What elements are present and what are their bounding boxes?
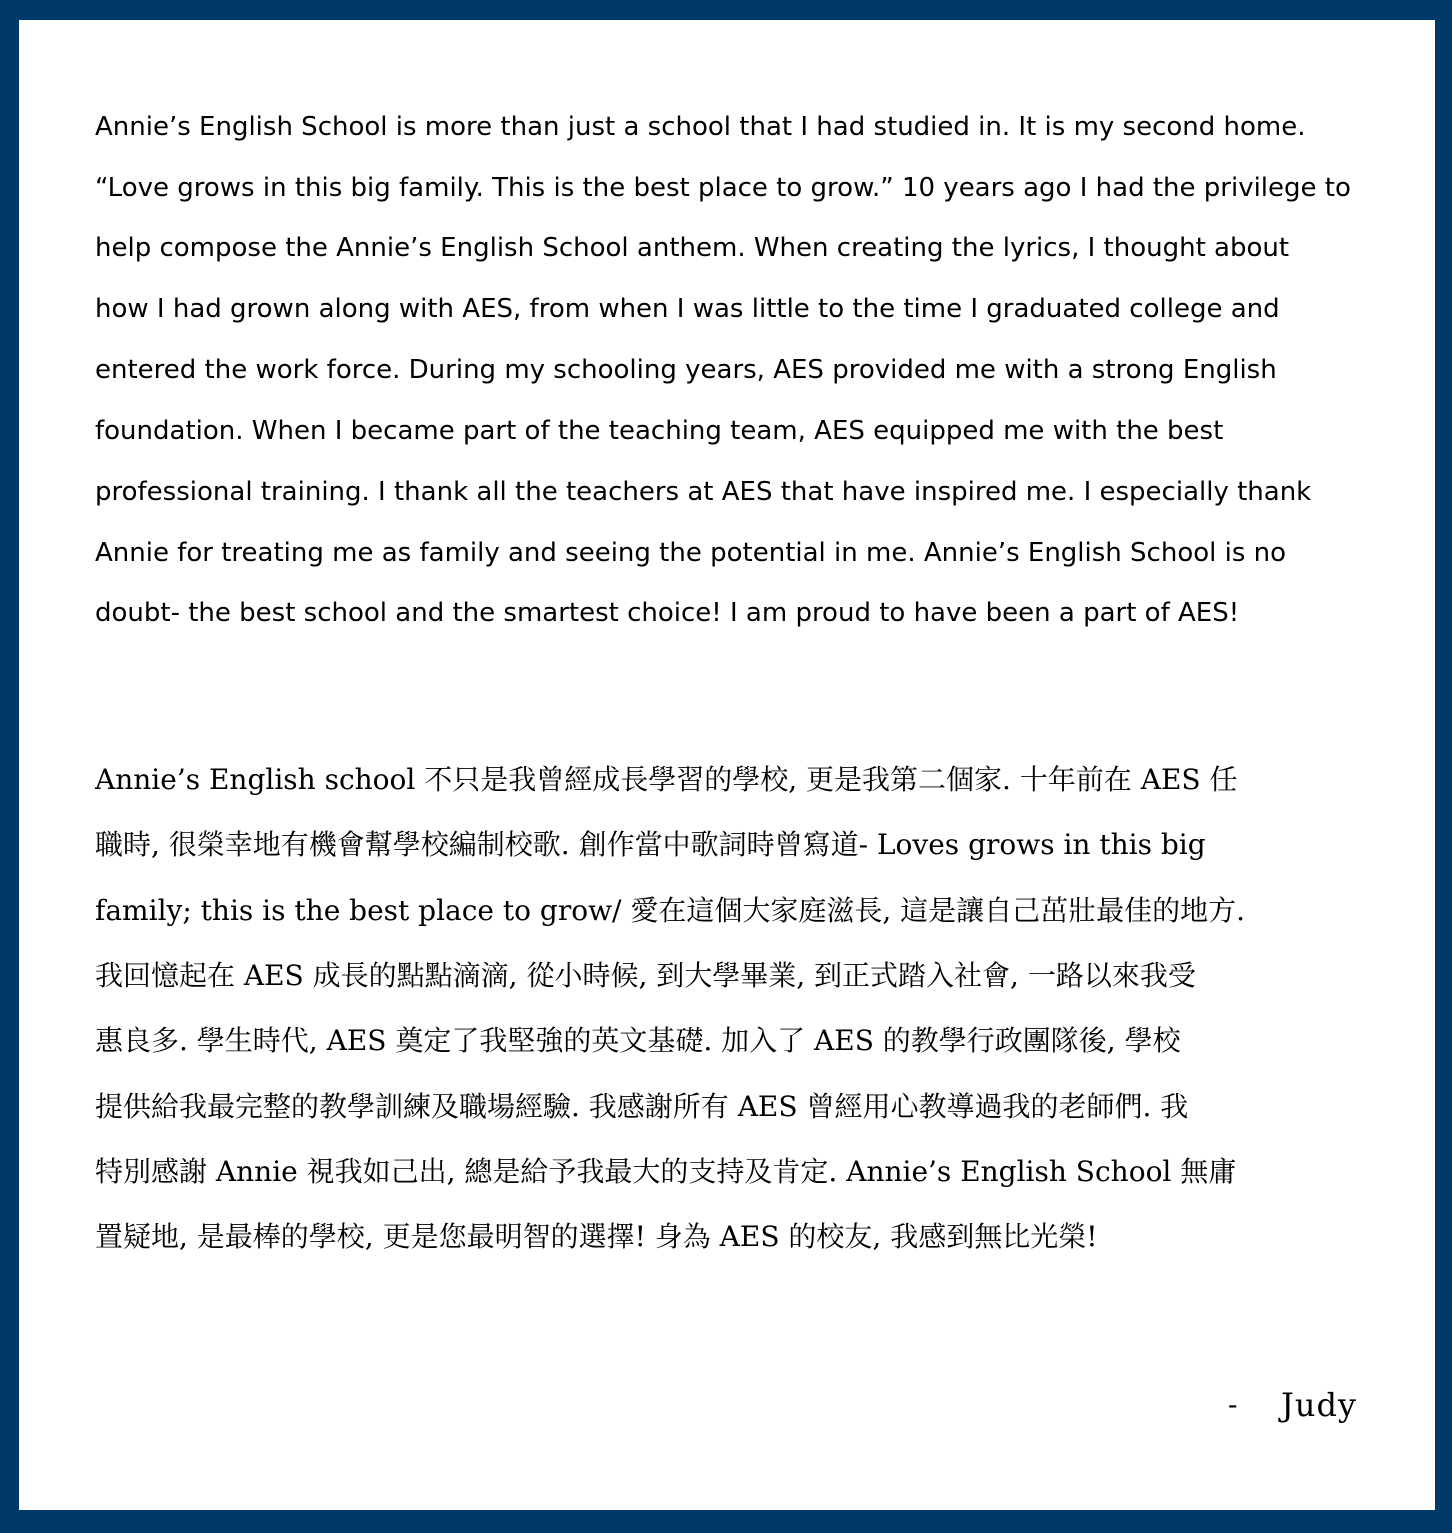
- signature-dash: -: [1228, 1388, 1238, 1421]
- english-line: “Love grows in this big family. This is the best place to grow.” 10 years ago I had the privilege to: [95, 173, 1351, 203]
- english-line: foundation. When I became part of the teaching team, AES equipped me with the best: [95, 416, 1224, 446]
- english-line: how I had grown along with AES, from when I was little to the time I graduated college and: [95, 294, 1280, 324]
- english-line: professional training. I thank all the teachers at AES that have inspired me. I especially thank: [95, 477, 1312, 507]
- english-line: Annie for treating me as family and seeing the potential in me. Annie’s English School is no: [95, 538, 1287, 568]
- english-line: Annie’s English School is more than just a school that I had studied in. It is my second home.: [95, 112, 1306, 142]
- chinese-line: 特別感謝 Annie 視我如己出, 總是給予我最大的支持及肯定. Annie’s English School 無庸: [95, 1155, 1237, 1188]
- english-line: doubt- the best school and the smartest choice! I am proud to have been a part of AES!: [95, 598, 1240, 628]
- chinese-line: 職時, 很榮幸地有機會幫學校編制校歌. 創作當中歌詞時曾寫道- Loves grows in this big: [95, 828, 1206, 861]
- signature-name: Judy: [1281, 1386, 1357, 1424]
- chinese-line: family; this is the best place to grow/ 愛在這個大家庭滋長, 這是讓自己茁壯最佳的地方.: [95, 894, 1246, 927]
- english-line: entered the work force. During my schooling years, AES provided me with a strong English: [95, 355, 1277, 385]
- chinese-line: 惠良多. 學生時代, AES 奠定了我堅強的英文基礎. 加入了 AES 的教學行政團隊後, 學校: [95, 1024, 1181, 1057]
- chinese-line: 置疑地, 是最棒的學校, 更是您最明智的選擇! 身為 AES 的校友, 我感到無比光榮!: [95, 1220, 1098, 1253]
- chinese-line: 我回憶起在 AES 成長的點點滴滴, 從小時候, 到大學畢業, 到正式踏入社會, 一路以來我受: [95, 959, 1196, 992]
- chinese-line: Annie’s English school 不只是我曾經成長學習的學校, 更是我第二個家. 十年前在 AES 任: [95, 763, 1238, 796]
- english-line: help compose the Annie’s English School anthem. When creating the lyrics, I thought about: [95, 233, 1290, 263]
- chinese-line: 提供給我最完整的教學訓練及職場經驗. 我感謝所有 AES 曾經用心教導過我的老師們. 我: [95, 1090, 1189, 1123]
